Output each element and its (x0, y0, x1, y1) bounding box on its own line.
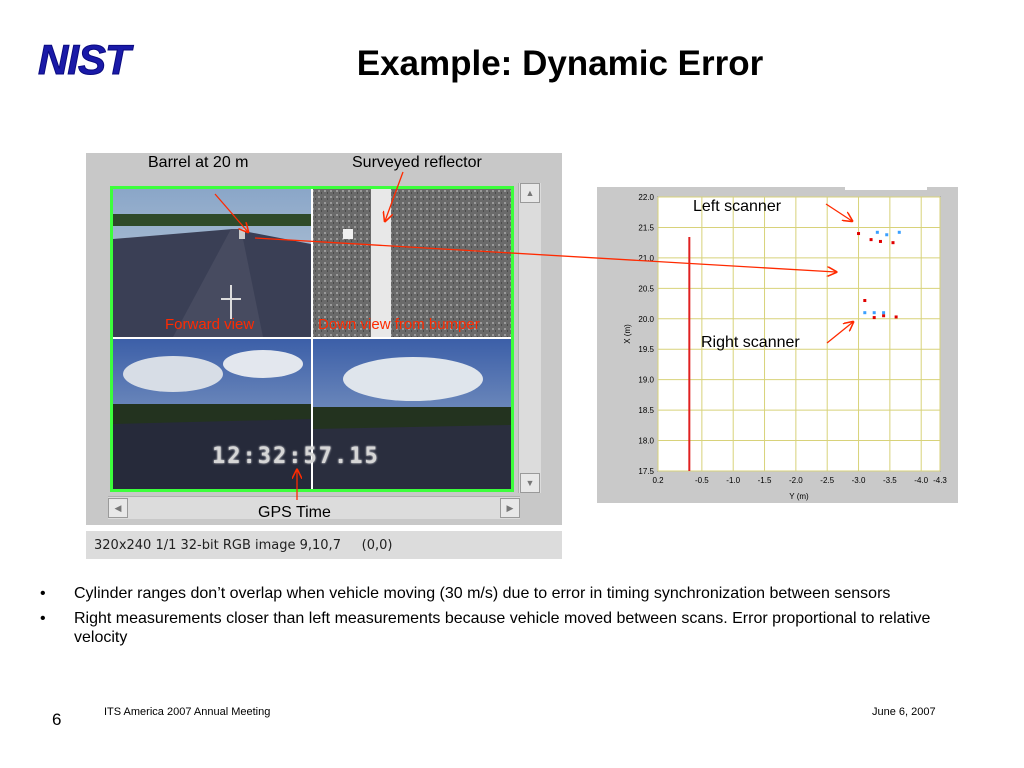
bullet-list (40, 584, 980, 653)
image-status-text: 320x240 1/1 32-bit RGB image 9,10,7 (0,0) (94, 538, 393, 553)
y-tick-label: 19.0 (638, 375, 654, 385)
reflector-label: Surveyed reflector (352, 154, 482, 171)
scroll-up-arrow-icon[interactable]: ▲ (520, 183, 540, 203)
y-tick-label: 22.0 (638, 193, 654, 202)
x-axis-label: Y (m) (789, 492, 809, 501)
forward-view-label: Forward view (165, 316, 255, 333)
x-tick-label: 0.2 (652, 476, 664, 485)
y-tick-label: 18.0 (638, 436, 654, 446)
scroll-right-arrow-icon[interactable]: ▶ (500, 498, 520, 518)
footer-left: ITS America 2007 Annual Meeting (104, 706, 271, 718)
x-tick-label: -3.0 (851, 476, 866, 485)
bullet-dot-icon: • (40, 610, 46, 627)
barrel-to-chart-line (255, 238, 836, 272)
scroll-down-arrow-icon[interactable]: ▼ (520, 473, 540, 493)
barrel-label: Barrel at 20 m (148, 154, 249, 171)
right-scanner-arrow (827, 322, 853, 343)
reflector-arrow (385, 172, 403, 221)
x-tick-label: -1.5 (757, 476, 772, 485)
bullet-item (40, 584, 980, 603)
x-tick-label: -3.5 (882, 476, 897, 485)
y-tick-label: 17.5 (638, 467, 654, 476)
bullet-dot-icon: • (40, 585, 46, 602)
left-scanner-label: Left scanner (693, 198, 782, 215)
x-tick-label: -2.5 (820, 476, 835, 485)
bullet-text: Cylinder ranges don’t overlap when vehicle moving (30 m/s) due to error in timing synchronization between sensors (74, 585, 891, 602)
x-tick-label: -4.3 (933, 476, 947, 485)
gps-time-label: GPS Time (258, 504, 331, 521)
y-tick-label: 21.5 (638, 223, 654, 233)
x-tick-label: -2.0 (788, 476, 803, 485)
barrel-arrow (215, 194, 248, 232)
bullet-text: Right measurements closer than left measurements because vehicle moved between scans. Error proportional to relative velocity (74, 610, 931, 646)
nist-logo-text: NIST (38, 36, 130, 82)
page-number: 6 (52, 710, 62, 729)
x-tick-label: -1.0 (726, 476, 741, 485)
x-tick-label: -4.0 (914, 476, 929, 485)
y-tick-label: 20.0 (638, 314, 654, 324)
bullet-item (40, 609, 980, 647)
scroll-left-arrow-icon[interactable]: ◀ (108, 498, 128, 518)
right-scanner-label: Right scanner (701, 334, 800, 351)
y-tick-label: 21.0 (638, 253, 654, 263)
y-tick-label: 19.5 (638, 345, 654, 355)
y-axis-label: X (m) (623, 324, 632, 344)
y-tick-label: 20.5 (638, 284, 654, 294)
left-scanner-arrow (826, 204, 852, 221)
slide-title: Example: Dynamic Error (356, 44, 764, 83)
footer-right: June 6, 2007 (872, 706, 936, 718)
y-tick-label: 18.5 (638, 406, 654, 416)
x-tick-label: -0.5 (694, 476, 709, 485)
gps-time-overlay: 12:32:57.15 (212, 444, 380, 469)
down-view-label: Down view from bumper (318, 316, 480, 333)
